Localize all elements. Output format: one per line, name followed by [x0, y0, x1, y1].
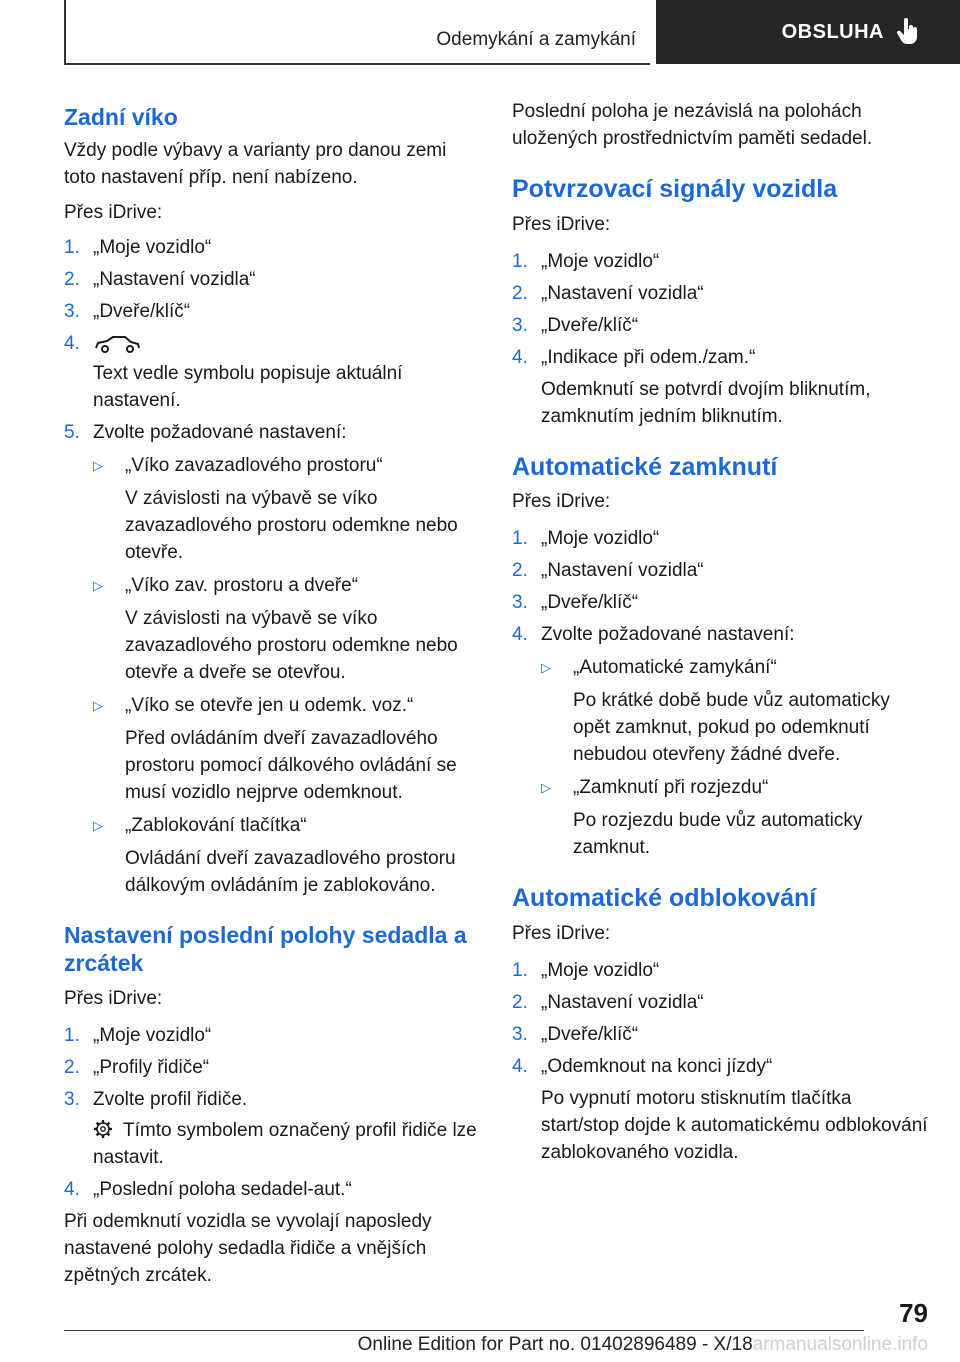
- footer-rule: [64, 1330, 864, 1331]
- tailgate-via: Přes iDrive:: [64, 202, 163, 224]
- step4-note: Odemknutí se potvrdí dvojím bliknutím, zamknutím jedním bliknutím.: [541, 378, 871, 427]
- footer-edition: [0, 1334, 928, 1356]
- option-item: ▷ „Víko zav. prostoru a dveře“: [64, 572, 482, 599]
- triangle-bullet-icon: ▷: [93, 818, 103, 834]
- list-item: 4. „Poslední poloha sedadel-aut.“: [64, 1179, 352, 1201]
- autolock-via: Přes iDrive:: [512, 491, 611, 512]
- page-number: 79: [899, 1298, 928, 1328]
- seat-via: Přes iDrive:: [64, 988, 163, 1010]
- list-item: 3. „Dveře/klíč“: [64, 301, 191, 323]
- left-column: [64, 98, 482, 1289]
- list-item: 2. „Nastavení vozidla“: [512, 560, 704, 581]
- option-desc: V závislosti na výbavě se víko zavazadlového prostoru odemkne nebo otevře a dveře se otevřou.: [125, 608, 458, 684]
- header-bottom-rule: [64, 63, 650, 65]
- option-item: ▷ „Zablokování tlačítka“: [64, 812, 482, 839]
- list-item: 2. „Nastavení vozidla“: [64, 269, 256, 291]
- hand-pointer-icon: [896, 18, 922, 46]
- list-item: 1. „Moje vozidlo“: [64, 237, 212, 259]
- step4-note: Po vypnutí motoru stisknutím tlačítka start/stop dojde k automatickému odblokování zablokovaného vozidla.: [541, 1087, 928, 1163]
- option-item: ▷ „Automatické zamykání“: [512, 654, 928, 681]
- list-item: 1. „Moje vozidlo“: [512, 959, 660, 981]
- list-item: 5. Zvolte požadované nastavení:: [64, 422, 347, 444]
- car-icon: [93, 333, 141, 355]
- list-item: 2. „Profily řidiče“: [64, 1057, 210, 1079]
- triangle-bullet-icon: ▷: [541, 780, 551, 795]
- header-chapter-tab: [656, 0, 960, 64]
- option-desc: Před ovládáním dveří zavazadlového prostoru pomocí dálkového ovládání se musí vozidlo nejprve odemknout.: [125, 728, 457, 804]
- footer-watermark: armanualsonline.info: [752, 1334, 928, 1355]
- list-item: 2. „Nastavení vozidla“: [512, 282, 704, 304]
- step3-note: Tímto symbolem označený profil řidiče lze nastavit.: [93, 1120, 477, 1169]
- gear-icon: [93, 1119, 113, 1139]
- list-item: 4. „Indikace při odem./zam.“: [512, 346, 756, 368]
- heading-confirmation-signals: Potvrzovací signály vozidla: [512, 175, 838, 203]
- signals-via: Přes iDrive:: [512, 213, 611, 235]
- step3-note-wrap: [64, 1117, 482, 1171]
- option-item: ▷ „Víko se otevře jen u odemk. voz.“: [64, 692, 482, 719]
- step4-note: Text vedle symbolu popisuje aktuální nastavení.: [93, 363, 403, 412]
- option-desc: Po rozjezdu bude vůz automaticky zamknut.: [573, 810, 863, 858]
- option-desc: V závislosti na výbavě se víko zavazadlového prostoru odemkne nebo otevře.: [125, 488, 458, 564]
- chapter-tab-label: OBSLUHA: [781, 20, 884, 43]
- header-section-title: Odemykání a zamykání: [436, 29, 636, 50]
- list-item: 1. „Moje vozidlo“: [64, 1025, 212, 1047]
- tailgate-intro: Vždy podle výbavy a varianty pro danou zemi toto nastavení příp. není nabízeno.: [64, 140, 447, 189]
- heading-auto-unlock: Automatické odblokování: [512, 884, 817, 912]
- right-lead: Poslední poloha je nezávislá na polohách uložených prostřednictvím paměti sedadel.: [512, 101, 873, 149]
- list-item: 3. Zvolte profil řidiče.: [64, 1089, 248, 1111]
- list-item: 2. „Nastavení vozidla“: [512, 991, 704, 1013]
- autounlock-via: Přes iDrive:: [512, 922, 611, 944]
- option-desc: Po krátké době bude vůz automaticky opět zamknut, pokud po odemknutí nebudou otevřeny žádné dveře.: [573, 690, 890, 765]
- triangle-bullet-icon: ▷: [541, 660, 551, 675]
- list-item: 4. Zvolte požadované nastavení:: [512, 624, 795, 645]
- option-desc: Ovládání dveří zavazadlového prostoru dálkovým ovládáním je zablokováno.: [125, 848, 456, 897]
- heading-tailgate: Zadní víko: [64, 104, 178, 130]
- footer-edition-text: Online Edition for Part no. 01402896489 - X/18: [357, 1334, 753, 1355]
- list-item: 1. „Moje vozidlo“: [512, 250, 660, 272]
- heading-last-seat-position: Nastavení poslední polohy sedadla a zrcátek: [64, 922, 467, 977]
- list-item: 3. „Dveře/klíč“: [512, 1023, 639, 1045]
- list-item: 4.: [64, 330, 482, 357]
- option-item: ▷ „Zamknutí při rozjezdu“: [512, 774, 928, 801]
- list-item: 1. „Moje vozidlo“: [512, 528, 660, 549]
- triangle-bullet-icon: ▷: [93, 698, 103, 714]
- list-item: 3. „Dveře/klíč“: [512, 592, 639, 613]
- seat-closing: Při odemknutí vozidla se vyvolají naposledy nastavené polohy sedadla řidiče a vnějších zpětných zrcátek.: [64, 1211, 432, 1287]
- list-item: 4. „Odemknout na konci jízdy“: [512, 1055, 773, 1077]
- option-item: ▷ „Víko zavazadlového prostoru“: [64, 452, 482, 479]
- heading-auto-lock: Automatické zamknutí: [512, 452, 778, 481]
- triangle-bullet-icon: ▷: [93, 578, 103, 594]
- list-item: 3. „Dveře/klíč“: [512, 314, 639, 336]
- triangle-bullet-icon: ▷: [93, 458, 103, 474]
- header-left-rule: [64, 0, 66, 64]
- right-column: [512, 98, 928, 1166]
